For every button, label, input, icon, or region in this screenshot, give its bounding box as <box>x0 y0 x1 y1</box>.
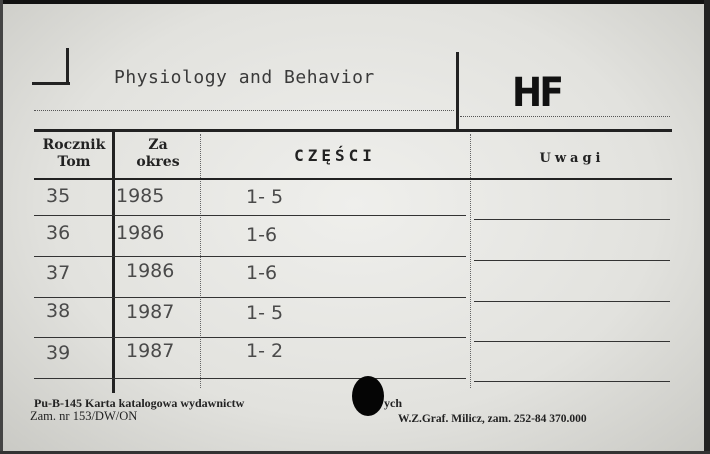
row-3-czesci: 1-6 <box>246 262 278 284</box>
footer-form-name-end: ych <box>384 396 402 410</box>
footer-form-name: Pu-B-145 Karta katalogowa wydawnictw <box>34 396 245 410</box>
row-rule-2-uwagi <box>474 260 670 261</box>
row-4-tom: 38 <box>46 300 71 322</box>
card-code: HF <box>512 70 562 116</box>
header-rocznik-line2: Tom <box>57 154 91 170</box>
row-rule-4 <box>34 337 466 338</box>
row-rule-4-uwagi <box>474 341 670 342</box>
row-rule-1 <box>34 215 466 216</box>
table-top-rule <box>34 129 672 132</box>
row-rule-5-uwagi <box>474 381 670 382</box>
header-uwagi: Uwagi <box>539 151 605 166</box>
shelf-mark-vertical <box>66 48 69 82</box>
header-za-okres <box>120 137 196 171</box>
row-2-tom: 36 <box>46 222 71 244</box>
row-3-okres: 1986 <box>126 260 175 282</box>
code-dotted-rule <box>460 116 670 117</box>
row-1-czesci: 1- 5 <box>246 186 284 208</box>
row-rule-3 <box>34 297 466 298</box>
footer-order-number: Zam. nr 153/DW/ON <box>30 409 138 423</box>
title-divider <box>456 52 459 130</box>
title-dotted-rule <box>34 110 454 111</box>
column-rule-okres <box>200 134 201 388</box>
scan-edge-top <box>0 0 710 4</box>
row-2-czesci: 1-6 <box>246 224 278 246</box>
row-rule-5 <box>34 378 466 379</box>
header-za-line2: okres <box>136 154 180 170</box>
row-2-okres: 1986 <box>116 222 165 244</box>
row-rule-3-uwagi <box>474 301 670 302</box>
header-bottom-rule <box>34 178 672 180</box>
row-4-czesci: 1- 5 <box>246 302 284 324</box>
header-czesci: CZĘŚCI <box>294 146 376 165</box>
header-rocznik <box>36 137 112 171</box>
column-rule-tom <box>112 131 115 393</box>
punch-hole <box>352 376 384 416</box>
row-5-tom: 39 <box>46 342 71 364</box>
footer-printer: W.Z.Graf. Milicz, zam. 252-84 370.000 <box>398 413 587 425</box>
row-1-okres: 1985 <box>116 185 165 207</box>
row-5-okres: 1987 <box>126 340 175 362</box>
scan-edge-left <box>0 0 3 454</box>
row-5-czesci: 1- 2 <box>246 340 284 362</box>
row-rule-2 <box>34 256 466 257</box>
header-za-line1: Za <box>148 137 168 153</box>
column-rule-czesci <box>470 134 471 388</box>
row-4-okres: 1987 <box>126 301 175 323</box>
scan-edge-right <box>704 0 710 454</box>
header-rocznik-line1: Rocznik <box>42 137 106 153</box>
row-1-tom: 35 <box>46 185 71 207</box>
row-rule-1-uwagi <box>474 219 670 220</box>
shelf-mark-horizontal <box>32 82 70 85</box>
card-title: Physiology and Behavior <box>114 67 375 88</box>
row-3-tom: 37 <box>46 262 71 284</box>
